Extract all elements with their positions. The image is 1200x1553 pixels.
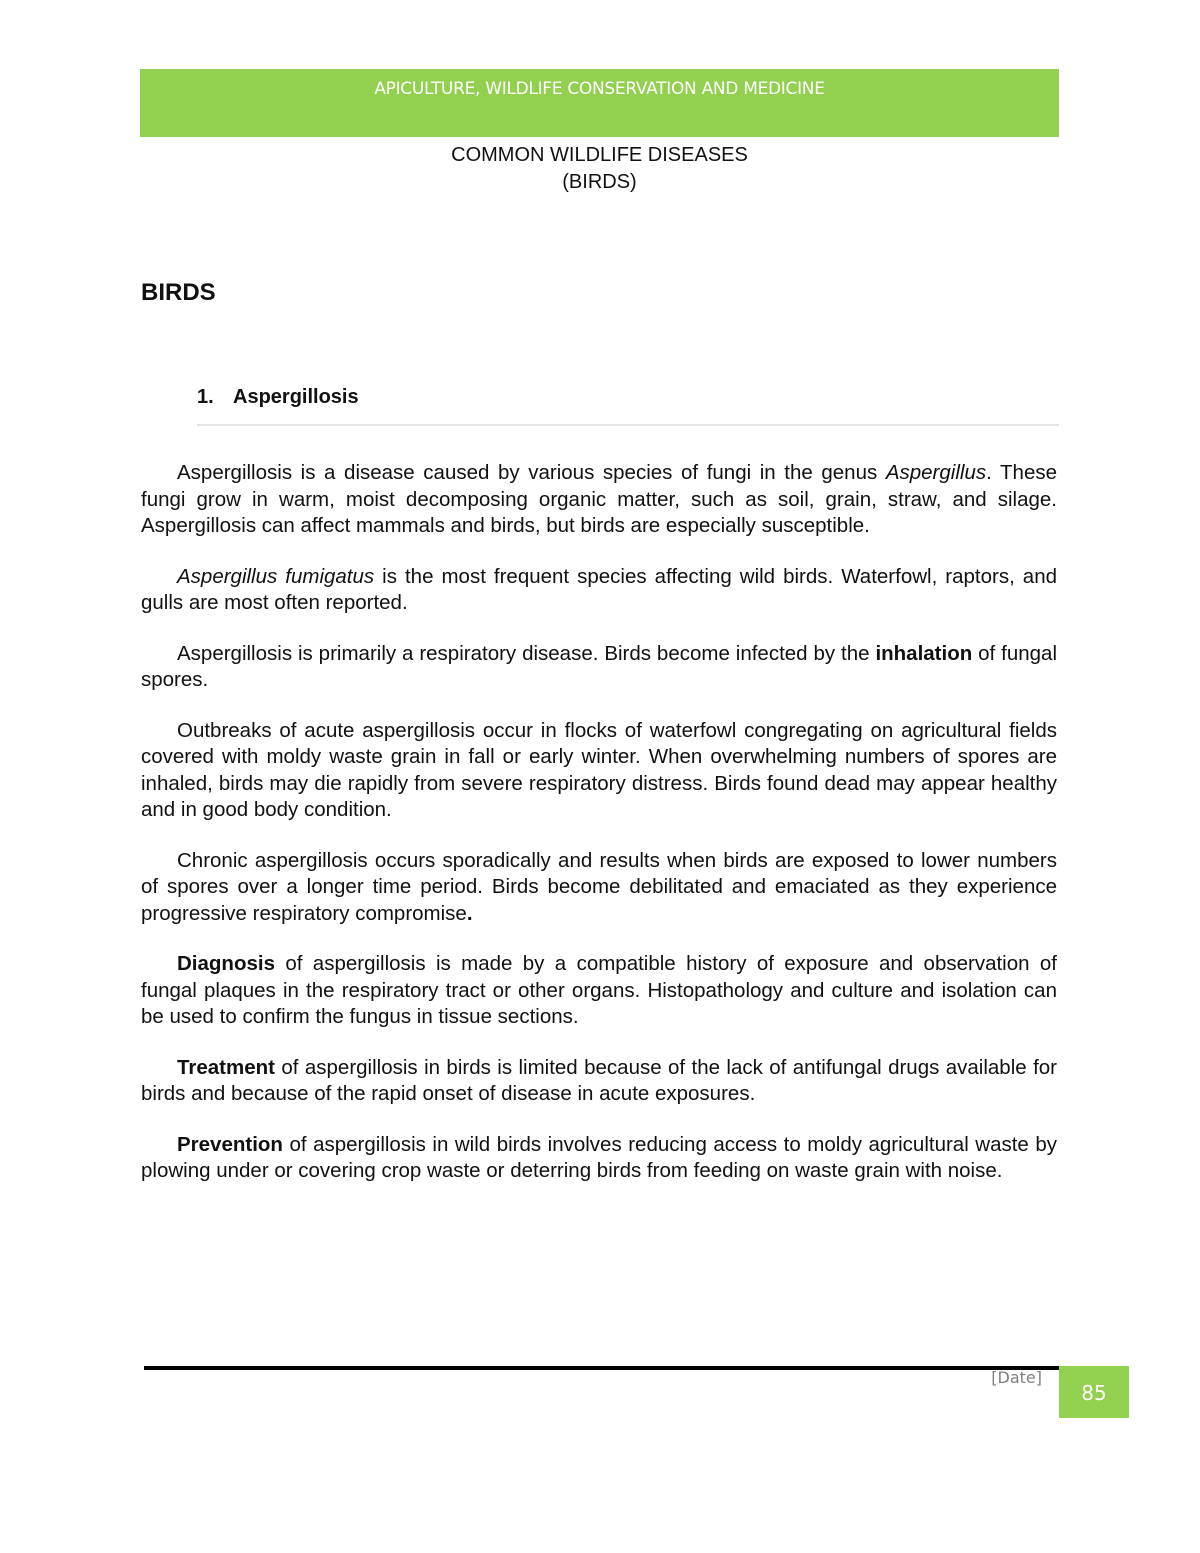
subheading-label: Aspergillosis [233,386,359,408]
treatment-term: Treatment [177,1055,275,1079]
paragraph-outbreaks: Outbreaks of acute aspergillosis occur in flocks of waterfowl congregating on agricultural fields covered with moldy waste grain in fall or early winter. When overwhelming numbers of spores are inhaled, birds may die rapidly from severe respiratory distress. Birds found dead may appear healthy and in good body condition. [141,718,1057,821]
diagnosis-term: Diagnosis [177,952,275,975]
header-title: APICULTURE, WILDLIFE CONSERVATION AND MEDICINE [374,79,825,99]
footer-date: [Date] [991,1368,1042,1387]
paragraph-treatment: Treatment of aspergillosis in birds is limited because of the lack of antifungal drugs available for birds and because of the rapid onset of disease in acute exposures. [141,1055,1057,1105]
paragraph-prevention: Prevention of aspergillosis in wild birds involves reducing access to moldy agricultural waste by plowing under or covering crop waste or deterring birds from feeding on waste grain with noise. [141,1132,1057,1182]
prevention-term: Prevention [177,1132,283,1156]
paragraph-diagnosis: Diagnosis of aspergillosis is made by a compatible history of exposure and observation of fungal plaques in the respiratory tract or other organs. Histopathology and culture and isolation can be used to confirm the fungus in tissue sections. [141,952,1057,1028]
subheading-rule [197,424,1059,426]
subheading-number: 1. [197,386,214,408]
subheading [197,386,359,409]
paragraph-species: Aspergillus fumigatus is the most frequent species affecting wild birds. Waterfowl, raptors, and gulls are most often reported. [141,564,1057,614]
inhalation-term: inhalation [875,641,973,665]
document-title: COMMON WILDLIFE DISEASES [451,144,748,166]
paragraph-intro: Aspergillosis is a disease caused by various species of fungi in the genus Aspergillus. These fungi grow in warm, moist decomposing organic matter, such as soil, grain, straw, and silage. Aspergillosis can affect mammals and birds, but birds are especially susceptible. [141,461,1058,537]
species-name: Aspergillus fumigatus [177,564,375,588]
header-banner [140,69,1059,137]
section-heading: BIRDS [141,279,216,306]
document-subtitle: (BIRDS) [562,171,637,193]
paragraph-transmission: Aspergillosis is primarily a respiratory disease. Birds become infected by the inhalation of fungal spores. [141,641,1058,691]
body-text [141,460,1057,1209]
footer-rule [144,1366,1059,1370]
paragraph-chronic: Chronic aspergillosis occurs sporadically and results when birds are exposed to lower numbers of spores over a longer time period. Birds become debilitated and emaciated as they experience progressive respiratory compromise. [141,848,1057,925]
page-number: 85 [1059,1366,1129,1418]
genus-name: Aspergillus [885,461,987,484]
